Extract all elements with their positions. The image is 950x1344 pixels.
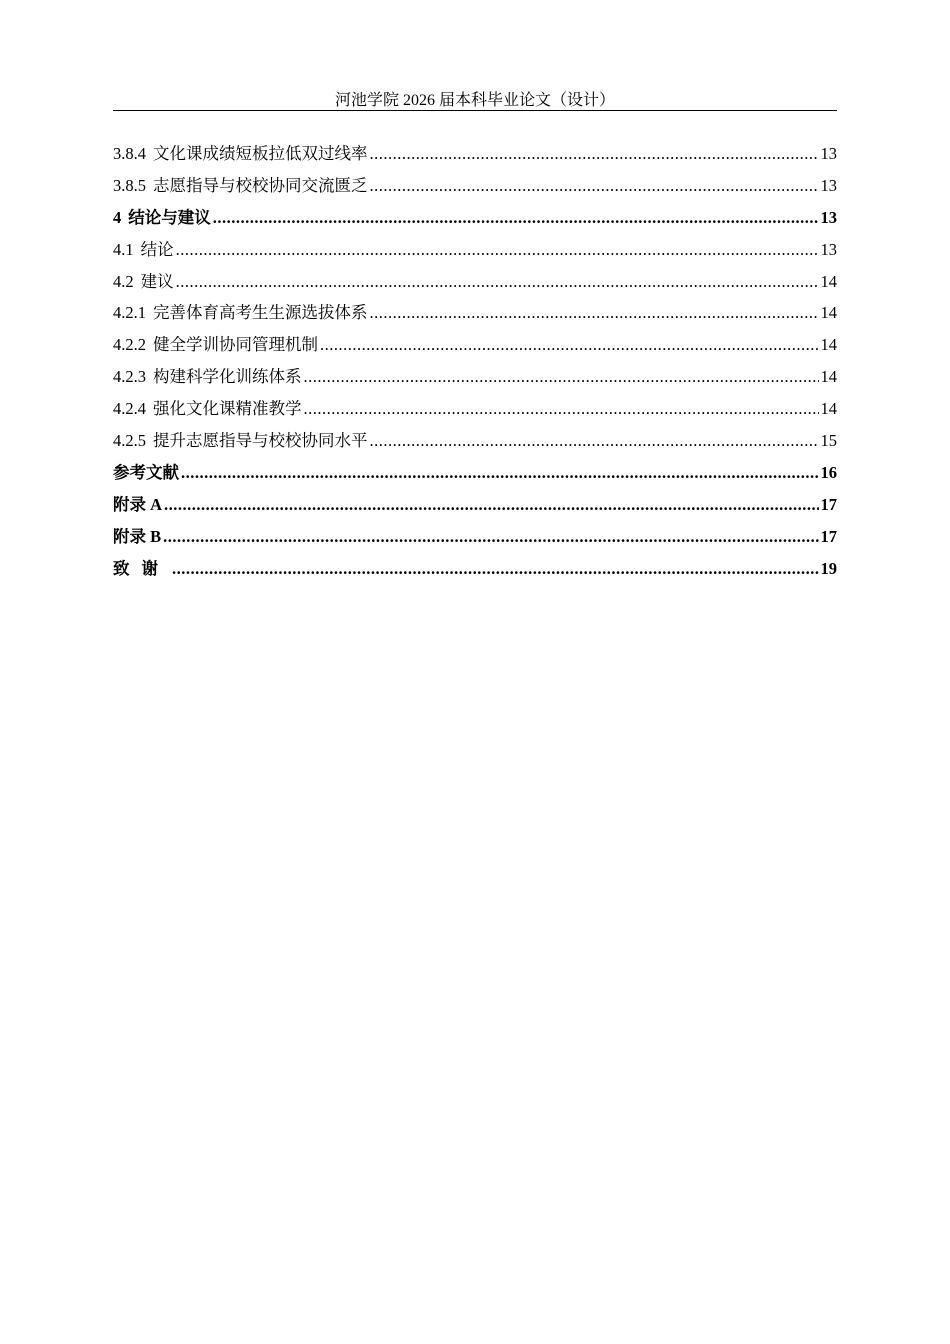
toc-entry-page: 14 [820,367,837,387]
toc-entry-4-1[interactable] [113,236,837,268]
toc-dot-leader [176,236,819,264]
toc-entry-3-8-4[interactable] [113,140,837,172]
toc-entry-page: 13 [820,239,837,259]
toc-entry-4-2-5[interactable] [113,427,837,459]
toc-dot-leader [370,427,819,455]
toc-entry-page: 14 [820,303,837,323]
toc-entry-number: 4.1 [113,239,134,259]
toc-entry-page: 13 [820,175,837,195]
toc-entry-4-2-3[interactable] [113,363,837,395]
page-header: 河池学院 2026 届本科毕业论文（设计） [334,92,615,109]
toc-dot-leader [320,331,819,359]
toc-dot-leader [163,523,818,551]
toc-entry-4-2-4[interactable] [113,395,837,427]
toc-entry-page: 14 [820,335,837,355]
toc-entry-page: 19 [820,558,837,578]
toc-entry-appendix-a[interactable] [113,491,837,523]
toc-entry-number: 4.2.2 [113,335,146,355]
toc-entry-number: 4.2.4 [113,399,146,419]
toc-entry-page: 14 [820,271,837,291]
toc-entry-number: 3.8.4 [113,144,146,163]
header-rule [113,110,837,111]
toc-entry-number: 4.2.5 [113,431,146,451]
toc-entry-page: 15 [820,431,837,451]
toc-dot-leader [370,172,819,200]
toc-entry-title: 构建科学化训练体系 [153,367,302,387]
toc-entry-title: 结论与建议 [128,207,211,227]
toc-dot-leader [176,268,819,296]
toc-entry-4-2-2[interactable] [113,331,837,363]
toc-entry-title: 建议 [140,271,174,291]
toc-entry-page: 13 [820,207,837,227]
toc-entry-title: 完善体育高考生生源选拔体系 [153,303,368,323]
toc-entry-title: 附录 B [113,526,162,546]
toc-entry-title: 附录 A [113,494,163,514]
toc-entry-number: 4.2.3 [113,367,146,387]
toc-dot-leader [181,459,819,487]
toc-dot-leader [370,140,819,168]
toc-entry-title: 文化课成绩短板拉低双过线率 [153,144,368,163]
toc-entry-page: 14 [820,399,837,419]
table-of-contents [113,140,837,586]
toc-entry-3-8-5[interactable] [113,172,837,204]
toc-entry-title: 参考文献 [113,462,179,482]
toc-entry-title: 志愿指导与校校协同交流匮乏 [153,175,368,195]
toc-entry-references[interactable] [113,459,837,491]
toc-dot-leader [370,299,819,327]
toc-entry-number: 4.2 [113,271,134,291]
toc-entry-title: 健全学训协同管理机制 [153,335,318,355]
toc-entry-title: 提升志愿指导与校校协同水平 [153,431,368,451]
toc-entry-title: 强化文化课精准教学 [153,399,302,419]
toc-dot-leader [304,395,819,423]
toc-entry-4[interactable] [113,204,837,236]
toc-entry-page: 16 [820,462,837,482]
toc-entry-number: 4.2.1 [113,303,146,323]
toc-entry-4-2-1[interactable] [113,299,837,331]
toc-entry-page: 13 [820,144,837,163]
toc-entry-page: 17 [820,494,837,514]
toc-entry-appendix-b[interactable] [113,523,837,555]
toc-dot-leader [213,204,819,232]
toc-dot-leader [172,555,819,583]
toc-entry-number: 4 [113,207,122,227]
toc-dot-leader [164,491,818,519]
toc-entry-4-2[interactable] [113,268,837,300]
toc-entry-number: 3.8.5 [113,175,146,195]
toc-entry-title: 结论 [140,239,174,259]
toc-dot-leader [304,363,819,391]
toc-entry-page: 17 [820,526,837,546]
toc-entry-title: 致谢 [113,558,170,578]
toc-entry-acknowledgements[interactable] [113,555,837,587]
